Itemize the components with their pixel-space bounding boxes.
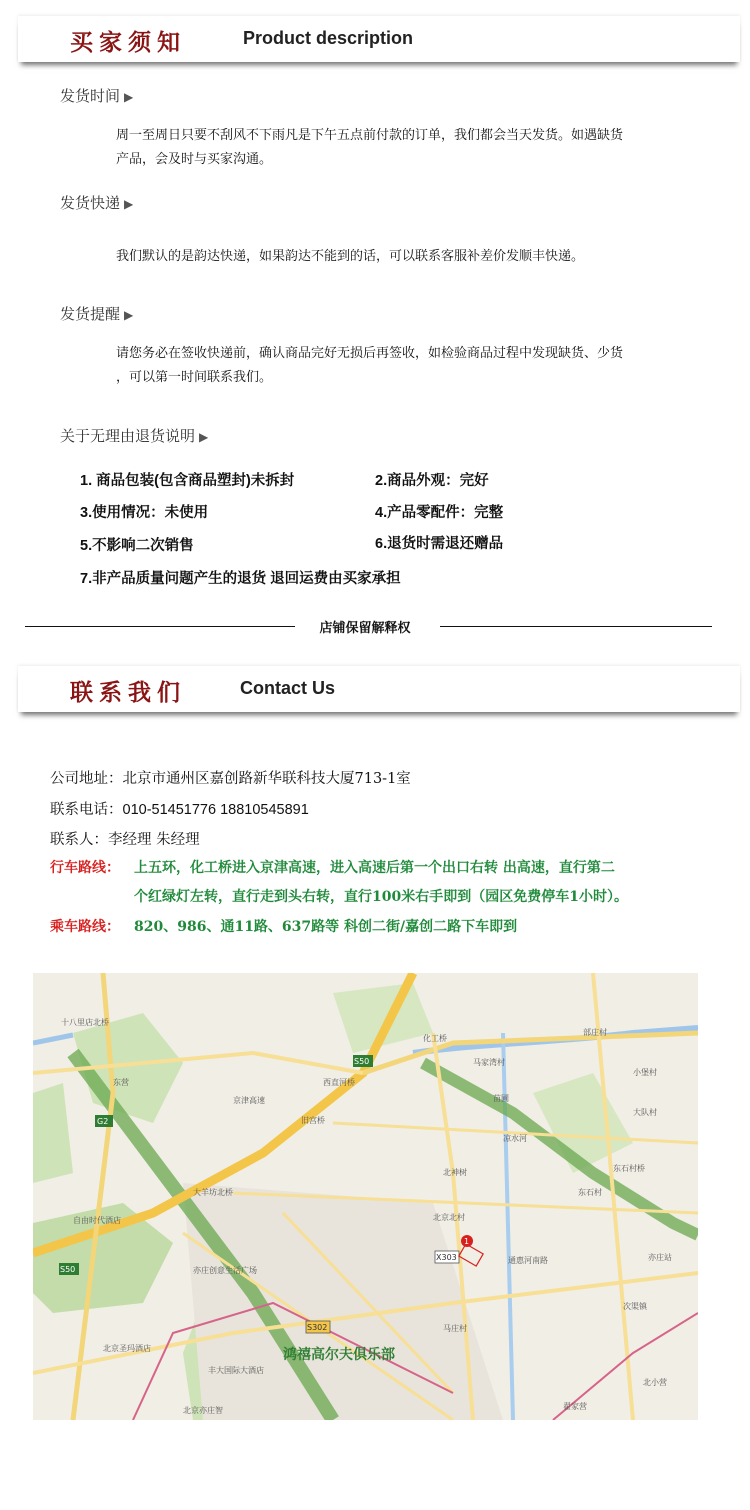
section-title-returns: [60, 425, 208, 446]
contact-banner-title: 联系我们: [70, 679, 186, 706]
divider-line-left: [25, 626, 295, 627]
courier-text: [116, 245, 706, 269]
divider-text: 店铺保留解释权: [319, 621, 411, 636]
map-label: 亦庄创意生活广场: [193, 1266, 257, 1275]
return-rule-item: 2.商品外观：完好: [375, 473, 489, 489]
ship-time-text: [116, 124, 706, 172]
return-rule-item: 5.不影响二次销售: [80, 538, 194, 554]
poi-label: 鸿禧高尔夫俱乐部: [283, 1347, 395, 1363]
section-title-ship-time: [60, 85, 133, 106]
map-label: 大队村: [633, 1108, 657, 1117]
paragraph-line: 请您务必在签收快递前，确认商品完好无损后再签收，如检验商品过程中发现缺货、少货: [116, 346, 624, 361]
person-value: 李经理 朱经理: [108, 832, 200, 848]
highway-shield-icon: [95, 1115, 113, 1127]
triangle-right-icon: ▶: [124, 90, 134, 104]
map-label: 东营: [113, 1078, 129, 1087]
map-label: 小堡村: [633, 1068, 657, 1077]
address-line: [50, 767, 411, 788]
paragraph-line: 产品，会及时与买家沟通。: [116, 152, 273, 167]
map-label: 北小营: [643, 1378, 667, 1387]
person-line: [50, 828, 200, 849]
map-label: 马家湾村: [473, 1058, 505, 1067]
map-label: 大羊坊北桥: [193, 1188, 233, 1197]
triangle-right-icon: ▶: [124, 308, 134, 322]
pin-number: 1: [464, 1237, 470, 1246]
paragraph-line: ，可以第一时间联系我们。: [116, 370, 273, 385]
map-label: 自由时代酒店: [73, 1216, 121, 1225]
return-rule-item: 4.产品零配件：完整: [375, 505, 504, 521]
phone-line: [50, 798, 309, 819]
map-label: 东石村: [578, 1188, 602, 1197]
map-label: 通惠河南路: [508, 1256, 548, 1265]
map-label: 旧宫桥: [301, 1116, 325, 1125]
person-label: 联系人：: [50, 832, 108, 848]
highway-shield-icon: [306, 1321, 330, 1333]
bus-route-text: 820、986、通11路、637路等 科创二街/嘉创二路下车即到: [134, 919, 518, 935]
return-rule-item: 7.非产品质量问题产生的退货 退回运费由买家承担: [80, 571, 401, 587]
map-label: 京津高速: [233, 1096, 265, 1105]
map-label: 部庄村: [583, 1028, 607, 1037]
section-title-text: 发货时间: [60, 87, 121, 105]
map-label: 凉水河: [503, 1134, 527, 1143]
triangle-right-icon: ▶: [124, 197, 134, 211]
map-label: 北神树: [443, 1168, 467, 1177]
return-rule-item: 1. 商品包装(包含商品塑封)未拆封: [80, 473, 295, 489]
map-canvas: [33, 973, 698, 1420]
drive-route-line-1: 上五环，化工桥进入京津高速，进入高速后第一个出口右转 出高速，直行第二: [134, 860, 615, 876]
bus-route-label: 乘车路线：: [50, 919, 120, 935]
map-label: 北京亦庄智: [183, 1406, 223, 1415]
paragraph-line: 周一至周日只要不刮风不下雨凡是下午五点前付款的订单，我们都会当天发货。如遇缺货: [116, 128, 624, 143]
reminder-text: [116, 342, 706, 390]
section-title-text: 发货快递: [60, 194, 121, 212]
map-label: 十八里店北桥: [61, 1018, 109, 1027]
map-label: 翟家营: [563, 1402, 587, 1411]
address-value: 北京市通州区嘉创路新华联科技大厦713-1室: [122, 771, 411, 787]
return-rule-item: 3.使用情况：未使用: [80, 505, 209, 521]
address-label: 公司地址：: [50, 771, 123, 787]
section-title-text: 关于无理由退货说明: [60, 427, 196, 445]
contact-banner: [18, 666, 740, 712]
map-label: 亦庄站: [648, 1253, 672, 1262]
contact-banner-subtitle: Contact Us: [240, 678, 336, 698]
highway-shield-icon: [435, 1251, 459, 1263]
shield-text: G2: [97, 1117, 109, 1126]
section-title-text: 发货提醒: [60, 305, 121, 323]
map-label: 北京圣玛酒店: [103, 1344, 151, 1353]
shield-text: X303: [436, 1253, 457, 1262]
shipping-banner: [18, 16, 740, 62]
location-map[interactable]: [33, 973, 698, 1420]
map-label: 西直河桥: [323, 1078, 355, 1087]
drive-route-label: 行车路线：: [50, 860, 120, 876]
section-title-courier: [60, 192, 133, 213]
map-label: 化工桥: [423, 1034, 447, 1043]
map-label: 苗圃: [493, 1094, 509, 1103]
section-title-reminder: [60, 303, 133, 324]
drive-route-line-2: 个红绿灯左转，直行走到头右转，直行100米右手即到（园区免费停车1小时）。: [134, 889, 628, 905]
shield-text: S302: [307, 1323, 328, 1332]
return-rule-item: 6.退货时需退还赠品: [375, 536, 504, 552]
map-label: 马庄村: [443, 1324, 467, 1333]
shipping-banner-title: 买家须知: [70, 29, 186, 56]
highway-shield-icon: [353, 1055, 373, 1067]
paragraph-line: 我们默认的是韵达快递，如果韵达不能到的话，可以联系客服补差价发顺丰快递。: [116, 249, 585, 264]
map-label: 北京北村: [433, 1213, 465, 1222]
phone-label: 联系电话：: [50, 802, 123, 818]
phone-value: 010-51451776 18810545891: [122, 802, 309, 818]
highway-shield-icon: [59, 1263, 79, 1275]
shield-text: S50: [60, 1265, 76, 1274]
map-label: 东石村桥: [613, 1164, 645, 1173]
shield-text: S50: [354, 1057, 370, 1066]
divider-line-right: [440, 626, 712, 627]
triangle-right-icon: ▶: [199, 430, 209, 444]
map-label: 次渠镇: [623, 1302, 647, 1311]
map-label: 丰大国际大酒店: [208, 1366, 264, 1375]
shipping-banner-subtitle: Product description: [243, 28, 414, 48]
